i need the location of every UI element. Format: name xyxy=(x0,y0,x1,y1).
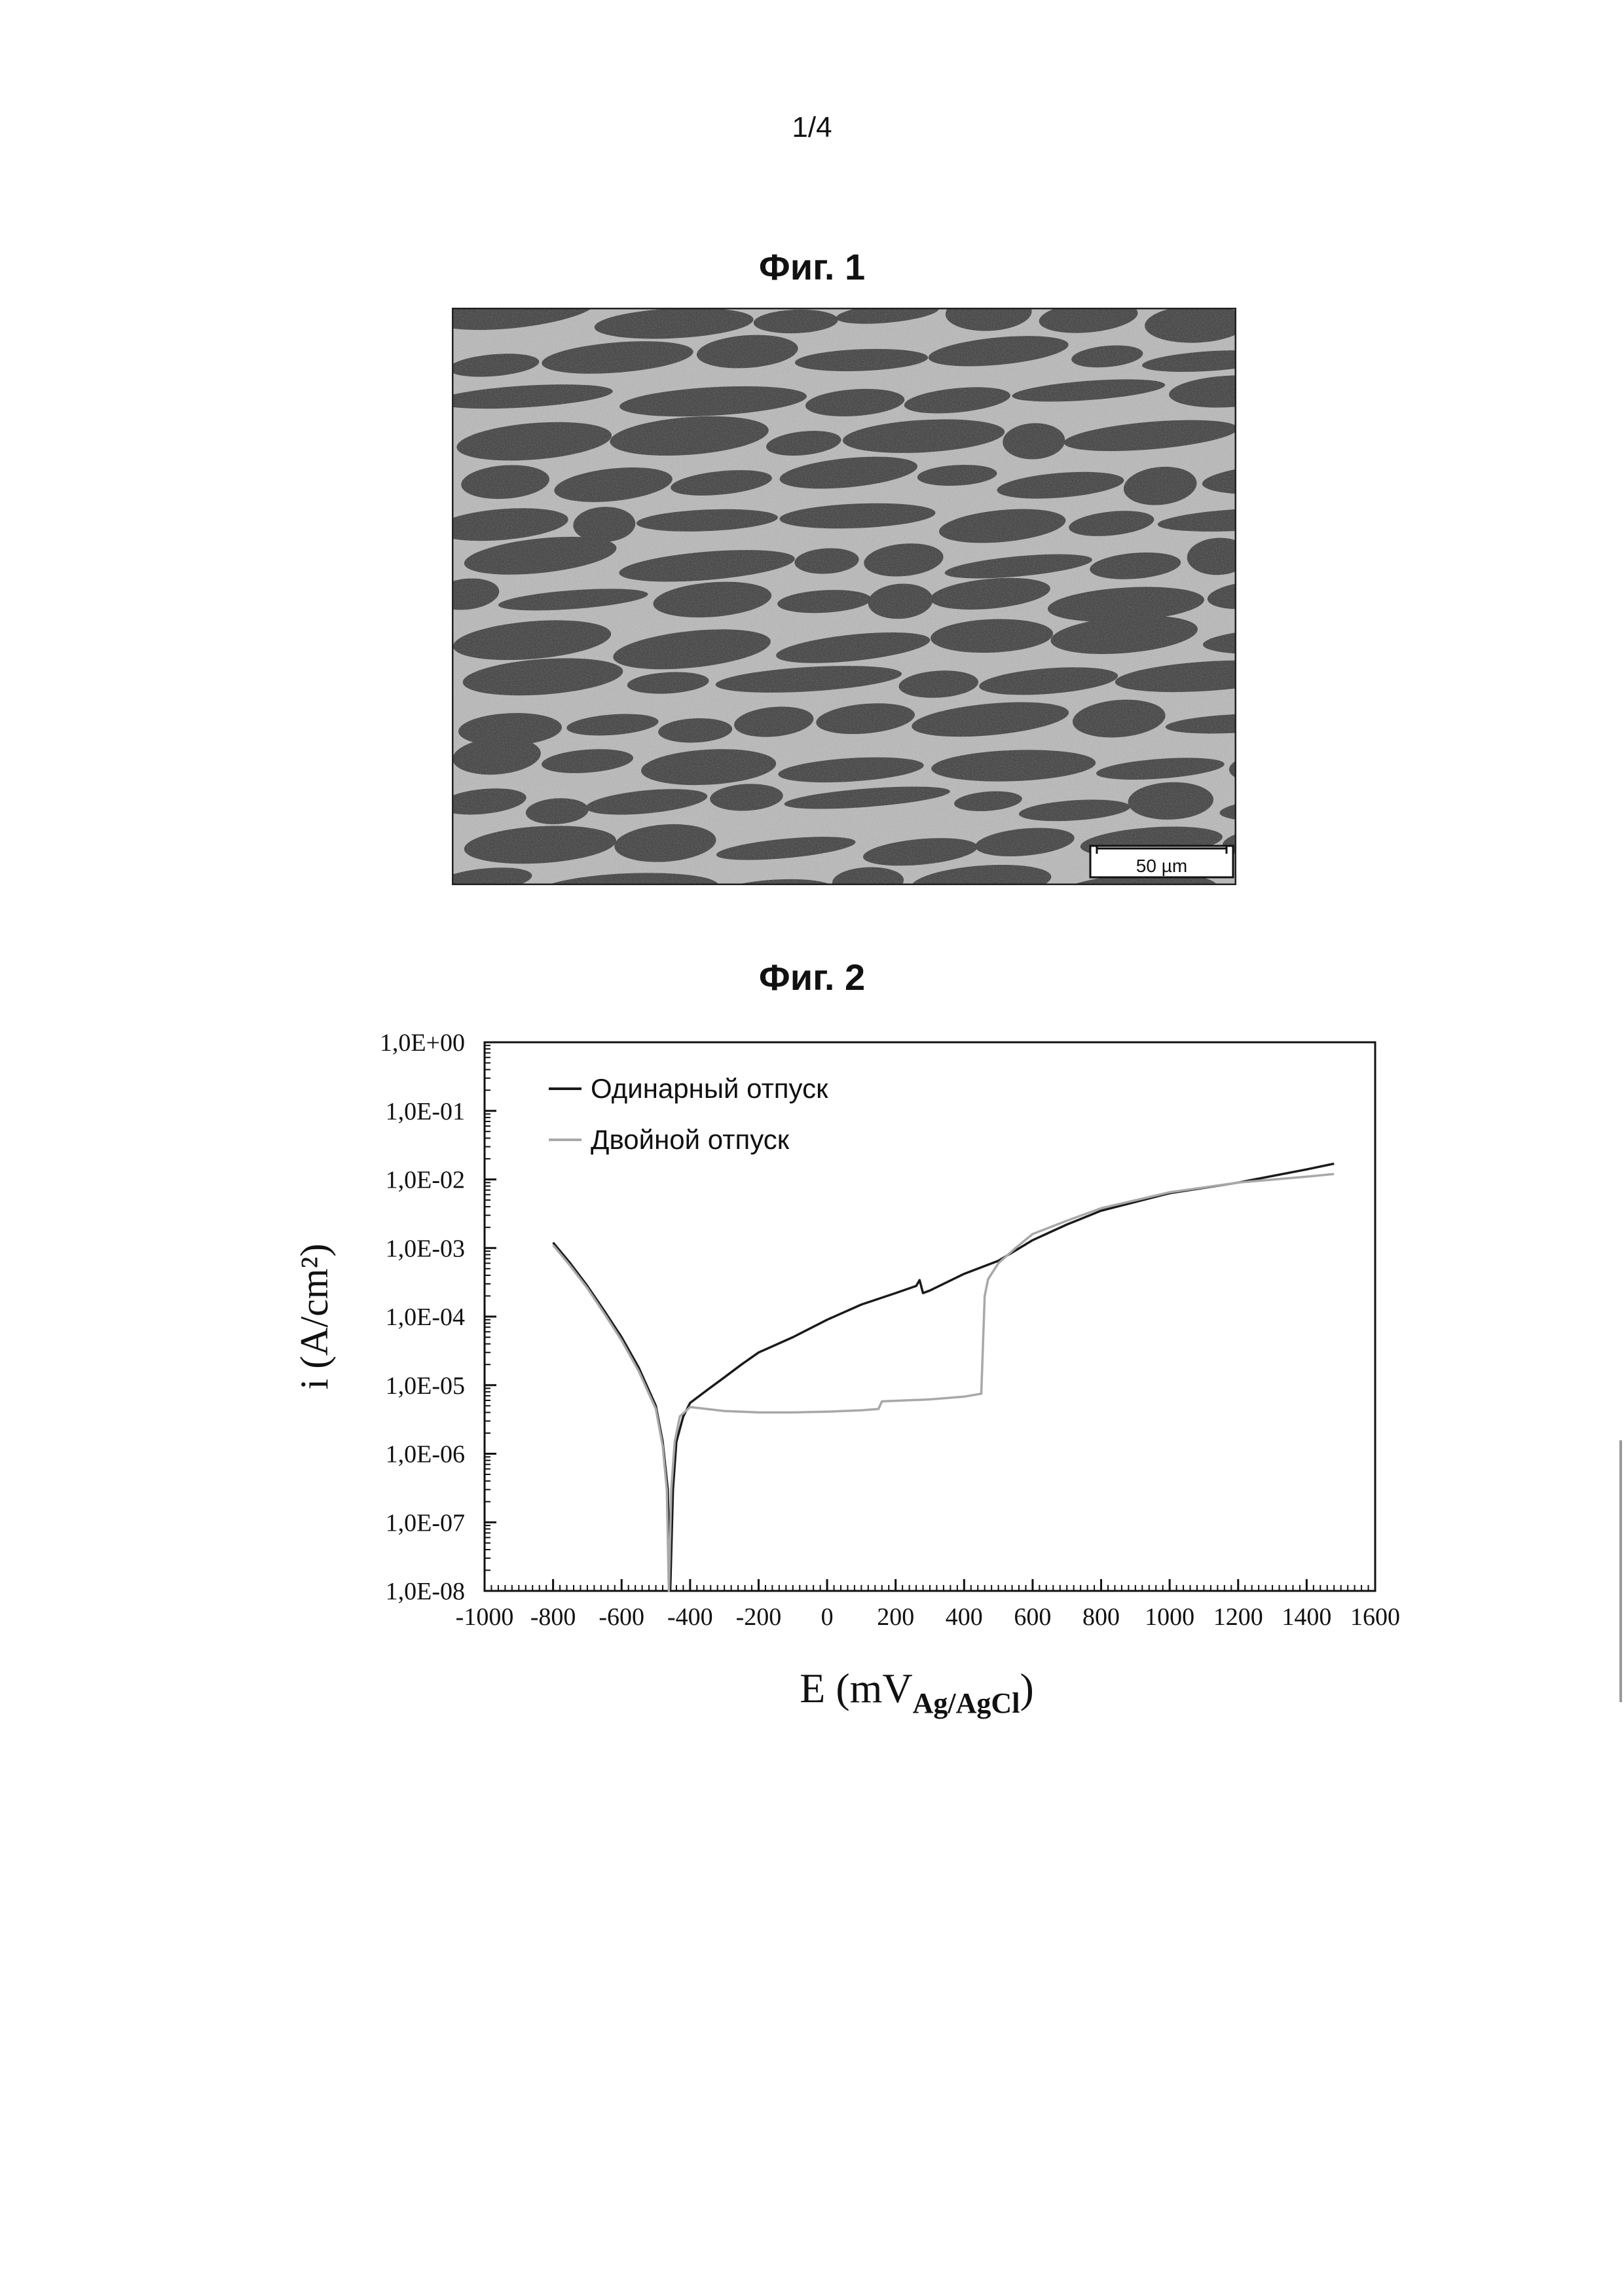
page-number: 1/4 xyxy=(792,111,832,143)
y-tick-label: 1,0E-07 xyxy=(385,1509,465,1537)
x-tick-label: -600 xyxy=(599,1603,645,1631)
x-tick-label: -400 xyxy=(667,1603,713,1631)
x-tick-label: 1200 xyxy=(1213,1603,1263,1631)
series-line-2 xyxy=(553,1174,1335,1591)
x-tick-label: 1600 xyxy=(1350,1603,1400,1631)
y-tick-label: 1,0E-08 xyxy=(385,1578,465,1605)
legend xyxy=(549,1073,828,1155)
x-axis xyxy=(456,1579,1400,1631)
x-tick-label: 400 xyxy=(945,1603,983,1631)
y-axis xyxy=(380,1029,496,1605)
y-tick-label: 1,0E-02 xyxy=(385,1166,465,1194)
x-axis-label xyxy=(800,1665,1034,1719)
legend-label: Двойной отпуск xyxy=(591,1124,790,1155)
x-tick-label: 1400 xyxy=(1282,1603,1332,1631)
legend-label: Одинарный отпуск xyxy=(591,1073,828,1104)
series-layer xyxy=(553,1163,1335,1591)
scan-edge-mark xyxy=(1619,1440,1622,1702)
x-tick-label: 600 xyxy=(1014,1603,1052,1631)
x-tick-label: 0 xyxy=(821,1603,834,1631)
x-tick-label: 1000 xyxy=(1145,1603,1195,1631)
x-tick-label: 800 xyxy=(1082,1603,1120,1631)
y-tick-label: 1,0E-05 xyxy=(385,1372,465,1400)
y-tick-label: 1,0E-03 xyxy=(385,1235,465,1263)
x-tick-label: -1000 xyxy=(455,1603,514,1631)
y-tick-label: 1,0E-06 xyxy=(385,1440,465,1468)
y-tick-label: 1,0E-04 xyxy=(385,1303,465,1331)
y-tick-label: 1,0E+00 xyxy=(379,1029,465,1057)
x-axis-label-subscript: Ag/AgCl xyxy=(912,1687,1020,1719)
figure-1-title: Фиг. 1 xyxy=(758,246,866,287)
y-tick-label: 1,0E-01 xyxy=(385,1097,465,1125)
figure-2-title: Фиг. 2 xyxy=(758,957,866,998)
x-tick-label: -200 xyxy=(735,1603,782,1631)
x-axis-label-close: ) xyxy=(1020,1665,1034,1711)
scale-bar-label: 50 µm xyxy=(1135,856,1188,876)
x-axis-label-main: E (mV xyxy=(800,1665,913,1711)
x-tick-label: -800 xyxy=(530,1603,576,1631)
y-axis-label: i (A/cm²) xyxy=(293,1243,336,1390)
x-tick-label: 200 xyxy=(877,1603,915,1631)
